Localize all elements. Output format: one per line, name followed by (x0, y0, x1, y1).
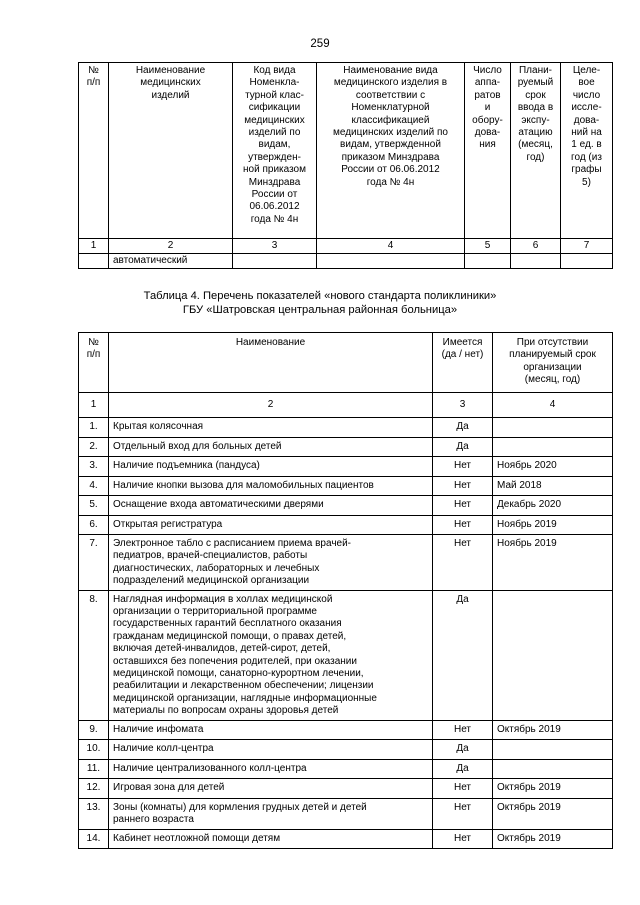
row-name: Отдельный вход для больных детей (109, 437, 433, 457)
row-has: Нет (433, 476, 493, 496)
row-name: Электронное табло с расписанием приема врачей- педиатров, врачей-специалистов, работы диагностических, лабораторных и лечебных подразделений медицинской организации (109, 535, 433, 591)
row-name: Оснащение входа автоматическими дверями (109, 496, 433, 516)
table2-header-num: № п/п (79, 333, 109, 393)
row-plan (493, 590, 613, 720)
table1-cell (79, 254, 109, 269)
table1-cell (233, 254, 317, 269)
table2-header-plan: При отсутствии планируемый срок организации (месяц, год) (493, 333, 613, 393)
table1-colnum: 4 (317, 239, 465, 254)
table-row (79, 457, 613, 477)
table-row (79, 740, 613, 760)
row-has: Нет (433, 515, 493, 535)
table-row (79, 798, 613, 829)
table1-header-name: Наименование медицинских изделий (109, 63, 233, 239)
table1-cell: автоматический (109, 254, 233, 269)
table-row (79, 720, 613, 740)
row-number: 10. (79, 740, 109, 760)
caption-line-1: Таблица 4. Перечень показателей «нового стандарта поликлиники» (143, 290, 497, 302)
table1-cell (465, 254, 511, 269)
table2-colnum: 4 (493, 393, 613, 418)
row-plan: Май 2018 (493, 476, 613, 496)
row-number: 11. (79, 759, 109, 779)
standard-indicators-table (78, 332, 613, 849)
table1-colnum: 6 (511, 239, 561, 254)
row-has: Да (433, 590, 493, 720)
table4-caption (0, 289, 640, 317)
table1-cell (317, 254, 465, 269)
equipment-table (78, 62, 613, 269)
row-number: 7. (79, 535, 109, 591)
table-row (79, 437, 613, 457)
row-plan: Октябрь 2019 (493, 829, 613, 849)
row-number: 6. (79, 515, 109, 535)
table-row (79, 535, 613, 591)
row-name: Открытая регистратура (109, 515, 433, 535)
table-row (79, 759, 613, 779)
row-plan: Ноябрь 2020 (493, 457, 613, 477)
row-has: Нет (433, 457, 493, 477)
row-plan: Декабрь 2020 (493, 496, 613, 516)
row-has: Нет (433, 535, 493, 591)
row-has: Нет (433, 779, 493, 799)
table1-colnum: 7 (561, 239, 613, 254)
table-row (79, 590, 613, 720)
table1-cell (511, 254, 561, 269)
table-row (79, 829, 613, 849)
table1-header-row (79, 63, 613, 239)
row-name: Кабинет неотложной помощи детям (109, 829, 433, 849)
row-number: 12. (79, 779, 109, 799)
row-name: Зоны (комнаты) для кормления грудных детей и детей раннего возраста (109, 798, 433, 829)
row-has: Да (433, 759, 493, 779)
row-has: Да (433, 437, 493, 457)
row-number: 5. (79, 496, 109, 516)
row-plan: Ноябрь 2019 (493, 535, 613, 591)
row-number: 8. (79, 590, 109, 720)
row-has: Нет (433, 798, 493, 829)
table2-header-row (79, 333, 613, 393)
page-number: 259 (310, 38, 330, 50)
table1-colnum: 1 (79, 239, 109, 254)
row-name: Наличие подъемника (пандуса) (109, 457, 433, 477)
table-row (79, 779, 613, 799)
row-plan (493, 437, 613, 457)
table2-colnum: 2 (109, 393, 433, 418)
row-plan (493, 418, 613, 438)
row-name: Игровая зона для детей (109, 779, 433, 799)
table-row (79, 418, 613, 438)
row-number: 3. (79, 457, 109, 477)
row-number: 14. (79, 829, 109, 849)
row-has: Да (433, 740, 493, 760)
row-plan: Октябрь 2019 (493, 779, 613, 799)
table1-colnum: 3 (233, 239, 317, 254)
row-plan: Октябрь 2019 (493, 798, 613, 829)
table2-header-has: Имеется (да / нет) (433, 333, 493, 393)
table1-colnum-row (79, 239, 613, 254)
table2-colnum: 3 (433, 393, 493, 418)
table1-cell (561, 254, 613, 269)
table-row (79, 496, 613, 516)
row-name: Крытая колясочная (109, 418, 433, 438)
row-number: 13. (79, 798, 109, 829)
row-number: 2. (79, 437, 109, 457)
table1-header-count: Число аппа- ратов и обору- дова- ния (465, 63, 511, 239)
row-number: 1. (79, 418, 109, 438)
table2-header-name: Наименование (109, 333, 433, 393)
row-name: Наличие колл-центра (109, 740, 433, 760)
row-name: Наглядная информация в холлах медицинской организации о территориальной программе государственных гарантий бесплатного оказания гражданам медицинской помощи, о правах детей, включая детей-инвалидов, детей-сирот, детей, оставшихся без попечения родителей, при оказании медицинской помощи, санаторно-курортном лечении, реабилитации и лекарственном обеспечении; лицензии медицинской организации, наглядные информационные материалы по вопросам охраны здоровья детей (109, 590, 433, 720)
row-plan: Октябрь 2019 (493, 720, 613, 740)
table2-colnum: 1 (79, 393, 109, 418)
table1-header-code: Код вида Номенкла- турной клас- сификации медицинских изделий по видам, утвержден- ной приказом Минздрава России от 06.06.2012 года № 4н (233, 63, 317, 239)
table2-colnum-row (79, 393, 613, 418)
table1-header-num: № п/п (79, 63, 109, 239)
row-number: 4. (79, 476, 109, 496)
table1-header-target: Целе- вое число иссле- дова- ний на 1 ед. в год (из графы 5) (561, 63, 613, 239)
row-name: Наличие централизованного колл-центра (109, 759, 433, 779)
table-row (79, 515, 613, 535)
row-has: Нет (433, 720, 493, 740)
row-plan: Ноябрь 2019 (493, 515, 613, 535)
table1-continuation-row (79, 254, 613, 269)
row-has: Нет (433, 496, 493, 516)
row-name: Наличие инфомата (109, 720, 433, 740)
row-number: 9. (79, 720, 109, 740)
row-name: Наличие кнопки вызова для маломобильных пациентов (109, 476, 433, 496)
caption-line-2: ГБУ «Шатровская центральная районная больница» (182, 304, 458, 316)
table1-colnum: 2 (109, 239, 233, 254)
row-plan (493, 740, 613, 760)
table1-colnum: 5 (465, 239, 511, 254)
table1-header-type: Наименование вида медицинского изделия в соответствии с Номенклатурной классификацией медицинских изделий по видам, утвержденной приказом Минздрава России от 06.06.2012 года № 4н (317, 63, 465, 239)
table-row (79, 476, 613, 496)
row-has: Нет (433, 829, 493, 849)
row-plan (493, 759, 613, 779)
row-has: Да (433, 418, 493, 438)
table1-header-term: Плани- руемый срок ввода в экспу- атацию (месяц, год) (511, 63, 561, 239)
